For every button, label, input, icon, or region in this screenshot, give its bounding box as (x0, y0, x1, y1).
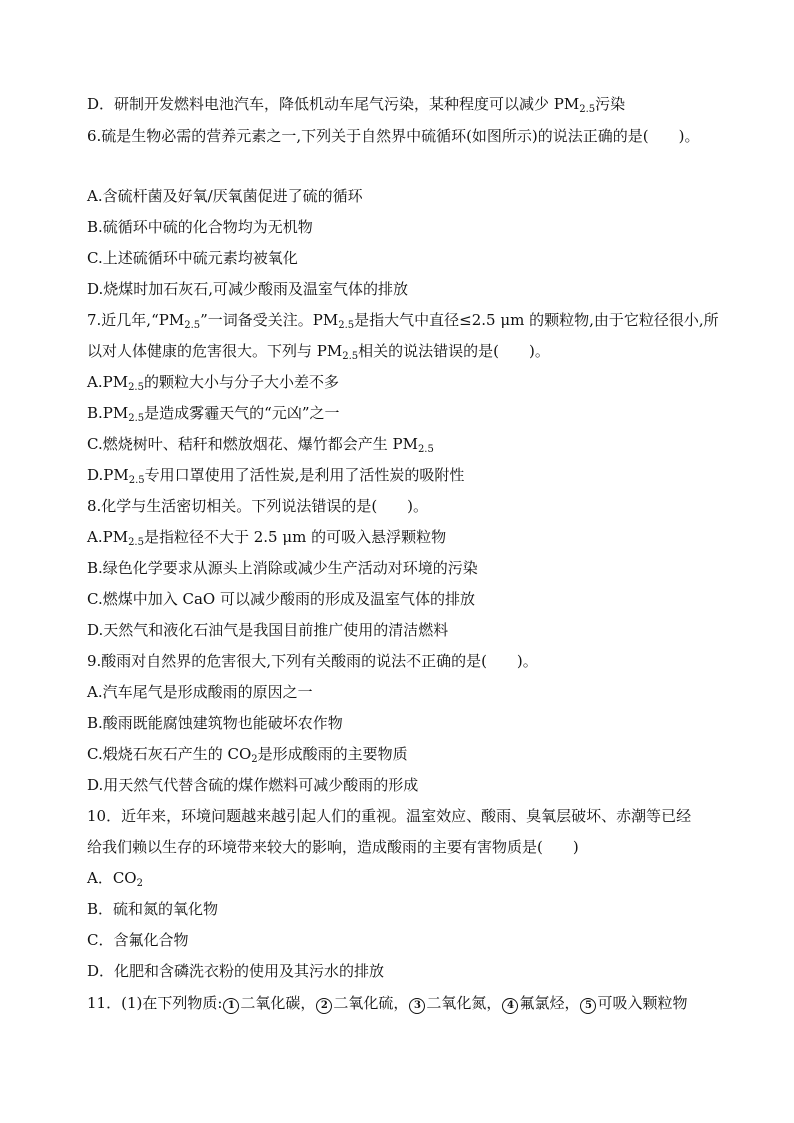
circled-number-4: 4 (502, 998, 518, 1014)
q7-option-b: $B.PM_{2.5}$是造成雾霾天气的“元凶”之一 (87, 404, 340, 424)
option-5d: D．研制开发燃料电池汽车，降低机动车尾气污染，某种程度可以减少 $PM_{2.5}$污染 (87, 95, 626, 115)
question-6: 6.硫是生物必需的营养元素之一,下列关于自然界中硫循环(如图所示)的说法正确的是( )。 (87, 127, 700, 145)
q9-option-b: B.酸雨既能腐蚀建筑物也能破坏农作物 (87, 714, 343, 732)
q10-option-d: D．化肥和含磷洗衣粉的使用及其污水的排放 (87, 962, 385, 980)
q9-option-a: A.汽车尾气是形成酸雨的原因之一 (87, 683, 313, 701)
q9-option-d: D.用天然气代替含硫的煤作燃料可减少酸雨的形成 (87, 776, 419, 794)
q7-option-a: $A.PM_{2.5}$的颗粒大小与分子大小差不多 (87, 373, 339, 393)
question-10-cont: 给我们赖以生存的环境带来较大的影响，造成酸雨的主要有害物质是( ) (87, 838, 579, 856)
circled-number-3: 3 (409, 998, 425, 1014)
q6-option-d: D.烧煤时加石灰石,可减少酸雨及温室气体的排放 (87, 280, 409, 298)
question-8: 8.化学与生活密切相关。下列说法错误的是( )。 (87, 497, 429, 515)
q10-option-a: A．$CO_2$ (87, 869, 143, 889)
circled-number-1: 1 (223, 998, 239, 1014)
q10-option-c: C．含氟化合物 (87, 931, 189, 949)
question-7: 7.近几年$,“PM_{2.5}$”一词备受关注。$PM_{2.5}$是指大气中直径≤2.5 μm 的颗粒物,由于它粒径很小,所 (87, 311, 719, 331)
question-11: 11．(1)在下列物质: 1 二氧化碳， 2 二氧化硫， 3 二氧化氮， 4 氟氯烃， 5 可吸入颗粒物 (87, 994, 688, 1012)
q7-option-c: C.燃烧树叶、秸秆和燃放烟花、爆竹都会产生 $PM_{2.5}$ (87, 435, 434, 455)
circled-number-5: 5 (580, 998, 596, 1014)
question-10: 10．近年来，环境问题越来越引起人们的重视。温室效应、酸雨、臭氧层破坏、赤潮等已经 (87, 807, 692, 825)
q9-option-c: C.煅烧石灰石产生的 $CO_2$是形成酸雨的主要物质 (87, 745, 408, 765)
q7-option-d: $D.PM_{2.5}$专用口罩使用了活性炭,是利用了活性炭的吸附性 (87, 466, 465, 486)
q6-option-a: A.含硫杆菌及好氧/厌氧菌促进了硫的循环 (87, 187, 363, 205)
circled-number-2: 2 (316, 998, 332, 1014)
q8-option-c: C.燃煤中加入 CaO 可以减少酸雨的形成及温室气体的排放 (87, 590, 475, 608)
question-9: 9.酸雨对自然界的危害很大,下列有关酸雨的说法不正确的是( )。 (87, 652, 538, 670)
question-7-cont: 以对人体健康的危害很大。下列与 $PM_{2.5}$相关的说法错误的是( )。 (87, 342, 550, 362)
q8-option-a: $A.PM_{2.5}$是指粒径不大于 2.5 μm 的可吸入悬浮颗粒物 (87, 528, 447, 548)
q8-option-b: B.绿色化学要求从源头上消除或减少生产活动对环境的污染 (87, 559, 478, 577)
q6-option-c: C.上述硫循环中硫元素均被氧化 (87, 249, 298, 267)
q10-option-b: B．硫和氮的氧化物 (87, 900, 219, 918)
q6-option-b: B.硫循环中硫的化合物均为无机物 (87, 218, 313, 236)
q8-option-d: D.天然气和液化石油气是我国目前推广使用的清洁燃料 (87, 621, 449, 639)
